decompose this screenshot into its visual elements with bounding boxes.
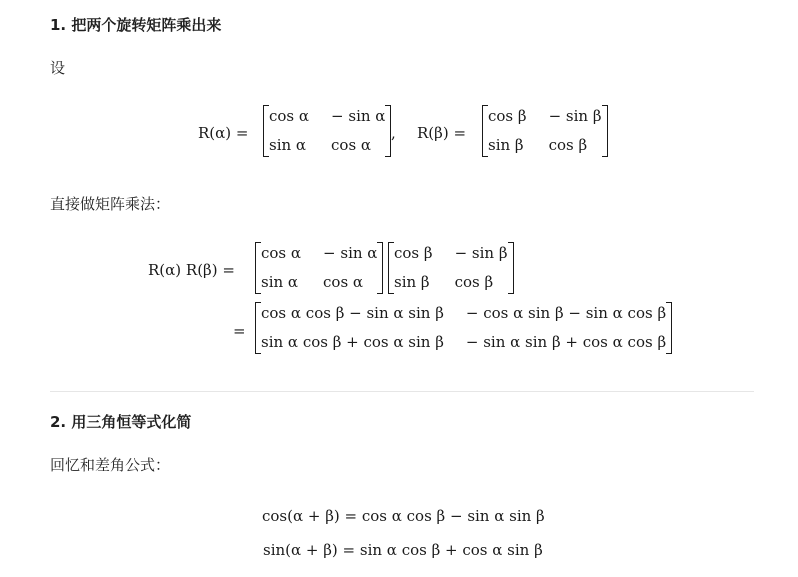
- matrix-cell: sin β: [394, 273, 430, 291]
- matrix-cell: − sin β: [454, 244, 508, 262]
- section-heading-1: 1. 把两个旋转矩阵乘出来: [50, 16, 222, 34]
- matrix-a: [255, 242, 383, 294]
- comma: ,: [391, 124, 396, 142]
- matrix-cell: cos β: [488, 107, 527, 125]
- matrix-cell: cos β: [548, 136, 588, 154]
- matrix-cell: cos α: [323, 273, 364, 291]
- matrix-cell: − cos α sin β − sin α cos β: [465, 304, 667, 322]
- section-divider: [50, 391, 754, 392]
- matrix-cell: − sin α: [331, 107, 386, 125]
- intro-text-2: 回忆和差角公式：: [50, 456, 171, 474]
- formula-sin-sum: sin(α + β) = sin α cos β + cos α sin β: [263, 541, 543, 559]
- direct-text: 直接做矩阵乘法：: [50, 195, 171, 213]
- matrix-cell: cos β: [454, 273, 494, 291]
- matrix-r-beta: [482, 105, 608, 157]
- formula-cos-sum: cos(α + β) = cos α cos β − sin α sin β: [262, 507, 545, 525]
- matrix-cell: cos α: [269, 107, 310, 125]
- matrix-result: [255, 302, 672, 354]
- matrix-cell: cos β: [394, 244, 433, 262]
- matrix-b: [388, 242, 514, 294]
- matrix-cell: sin α: [261, 273, 299, 291]
- matrix-cell: sin β: [488, 136, 524, 154]
- equals-sign: =: [233, 322, 246, 340]
- matrix-cell: cos α: [261, 244, 302, 262]
- matrix-cell: − sin α: [323, 244, 378, 262]
- matrix-cell: cos α cos β − sin α sin β: [261, 304, 444, 322]
- lhs-product: R(α) R(β) =: [148, 261, 235, 279]
- matrix-cell: − sin β: [548, 107, 602, 125]
- matrix-cell: sin α cos β + cos α sin β: [261, 333, 444, 351]
- matrix-cell: cos α: [331, 136, 372, 154]
- section-heading-2: 2. 用三角恒等式化简: [50, 413, 192, 431]
- lhs-r-alpha: R(α) =: [198, 124, 249, 142]
- intro-text: 设: [50, 59, 66, 77]
- matrix-r-alpha: [263, 105, 391, 157]
- lhs-r-beta: R(β) =: [417, 124, 467, 142]
- matrix-cell: sin α: [269, 136, 307, 154]
- matrix-cell: − sin α sin β + cos α cos β: [465, 333, 667, 351]
